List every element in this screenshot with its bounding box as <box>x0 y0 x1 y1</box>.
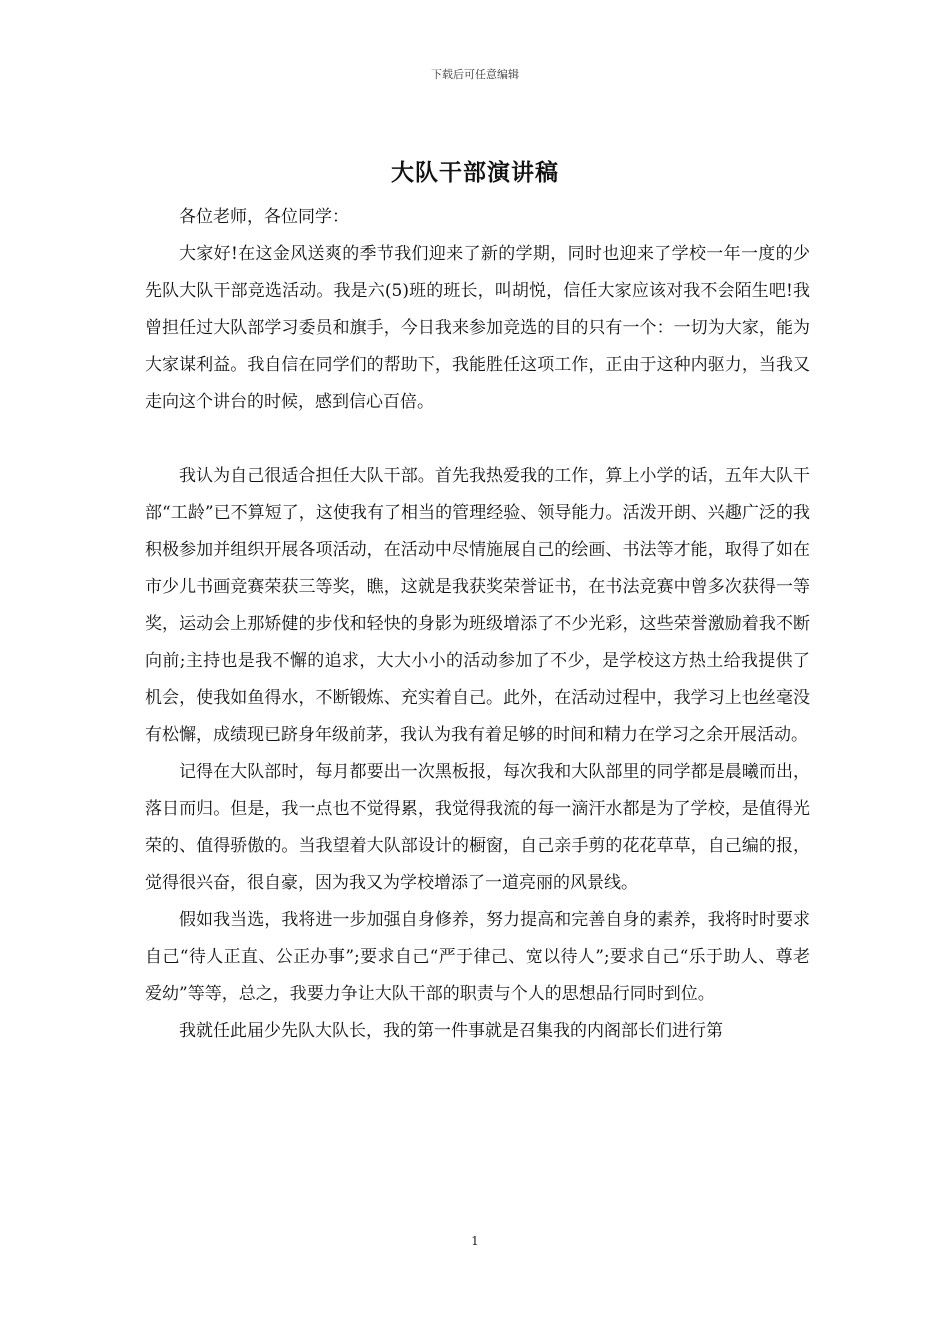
paragraph-qualification: 我认为自己很适合担任大队干部。首先我热爱我的工作，算上小学的话，五年大队干部“工龄”已不算短了，这使我有了相当的管理经验、领导能力。活泼开朗、兴趣广泛的我积极参加并组织开展各项活动，在活动中尽情施展自己的绘画、书法等才能，取得了如在市少儿书画竞赛荣获三等奖，瞧，这就是我获奖荣誉证书，在书法竞赛中曾多次获得一等奖，运动会上那矫健的步伐和轻快的身影为班级增添了不少光彩，这些荣誉激励着我不断向前;主持也是我不懈的追求，大大小小的活动参加了不少，是学校这方热土给我提供了机会，使我如鱼得水，不断锻炼、充实着自己。此外，在活动过程中，我学习上也丝毫没有松懈，成绩现已跻身年级前茅，我认为我有着足够的时间和精力在学习之余开展活动。 <box>145 466 810 745</box>
page-number: 1 <box>471 1234 479 1248</box>
paragraph-plan: 我就任此届少先队大队长，我的第一件事就是召集我的内阁部长们进行第 <box>179 1021 723 1041</box>
document-body <box>145 199 810 1050</box>
paragraph-salutation: 各位老师，各位同学： <box>179 207 349 227</box>
page-header: 下载后可任意编辑 <box>431 68 519 81</box>
document-title: 大队干部演讲稿 <box>391 159 559 186</box>
paragraph-greeting: 大家好!在这金风送爽的季节我们迎来了新的学期，同时也迎来了学校一年一度的少先队大队干部竞选活动。我是六(5)班的班长，叫胡悦，信任大家应该对我不会陌生吧!我曾担任过大队部学习委员和旗手，今日我来参加竞选的目的只有一个：一切为大家，能为大家谋利益。我自信在同学们的帮助下，我能胜任这项工作，正由于这种内驱力，当我又走向这个讲台的时候，感到信心百倍。 <box>145 244 810 412</box>
paragraph-memory: 记得在大队部时，每月都要出一次黑板报，每次我和大队部里的同学都是晨曦而出，落日而归。但是，我一点也不觉得累，我觉得我流的每一滴汗水都是为了学校，是值得光荣的、值得骄傲的。当我望着大队部设计的橱窗，自己亲手剪的花花草草，自己编的报，觉得很兴奋，很自豪，因为我又为学校增添了一道亮丽的风景线。 <box>145 762 810 893</box>
paragraph-promise: 假如我当选，我将进一步加强自身修养，努力提高和完善自身的素养，我将时时要求自己“待人正直、公正办事”;要求自己“严于律己、宽以待人”;要求自己“乐于助人、尊老爱幼”等等，总之，我要力争让大队干部的职责与个人的思想品行同时到位。 <box>145 910 810 1004</box>
